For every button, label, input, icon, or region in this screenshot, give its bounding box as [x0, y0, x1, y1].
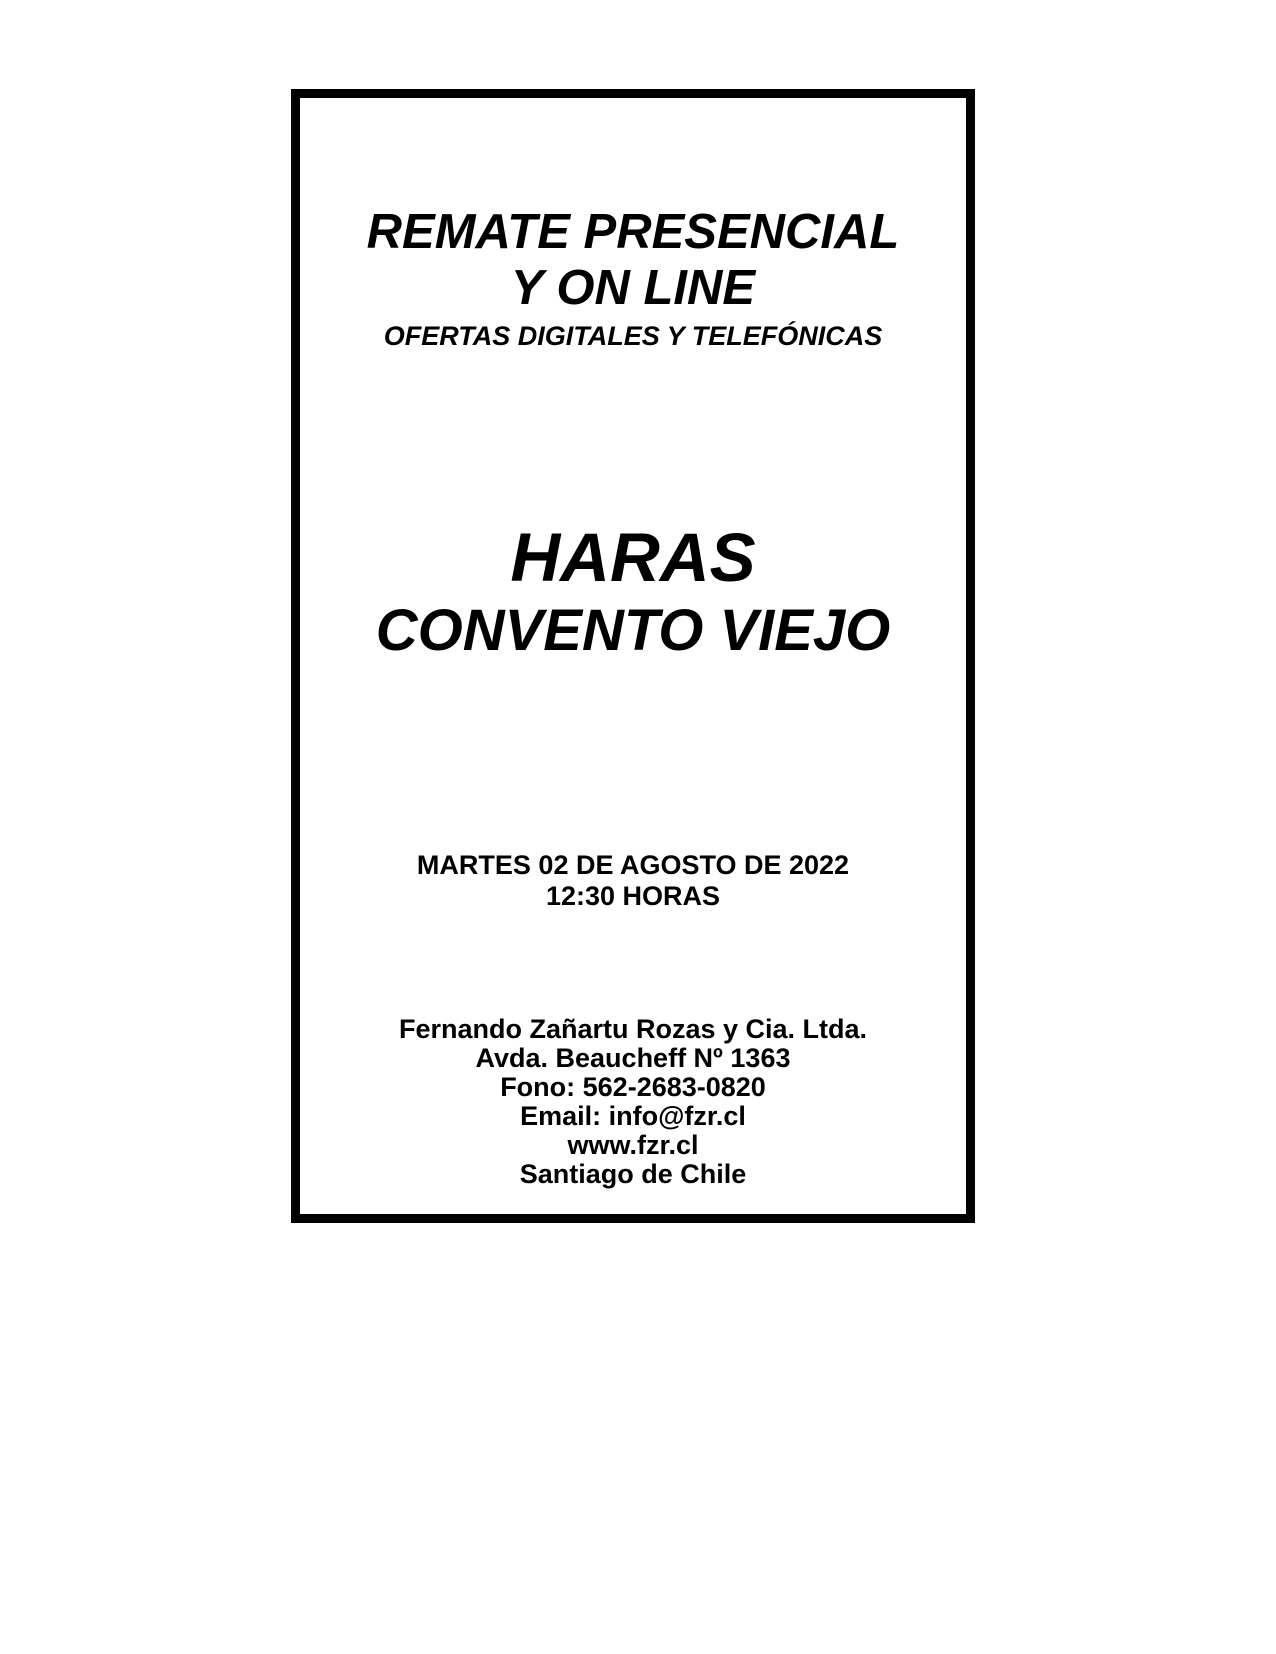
company-city: Santiago de Chile — [519, 1159, 747, 1189]
company-phone: Fono: 562-2683-0820 — [500, 1072, 766, 1102]
company-email: Email: info@fzr.cl — [520, 1101, 746, 1131]
auction-date: MARTES 02 DE AGOSTO DE 2022 — [416, 850, 850, 880]
haras-name-line-2: CONVENTO VIEJO — [375, 598, 891, 663]
company-address: Avda. Beaucheff Nº 1363 — [475, 1043, 791, 1073]
title-line-1: REMATE PRESENCIAL — [366, 205, 900, 259]
company-name: Fernando Zañartu Rozas y Cia. Ltda. — [398, 1014, 868, 1044]
subtitle: OFERTAS DIGITALES Y TELEFÓNICAS — [383, 321, 883, 351]
company-website: www.fzr.cl — [567, 1130, 699, 1160]
haras-name-line-1: HARAS — [510, 519, 756, 596]
cover-frame — [291, 89, 975, 1223]
auction-time: 12:30 HORAS — [545, 881, 721, 911]
title-line-2: Y ON LINE — [510, 261, 756, 315]
